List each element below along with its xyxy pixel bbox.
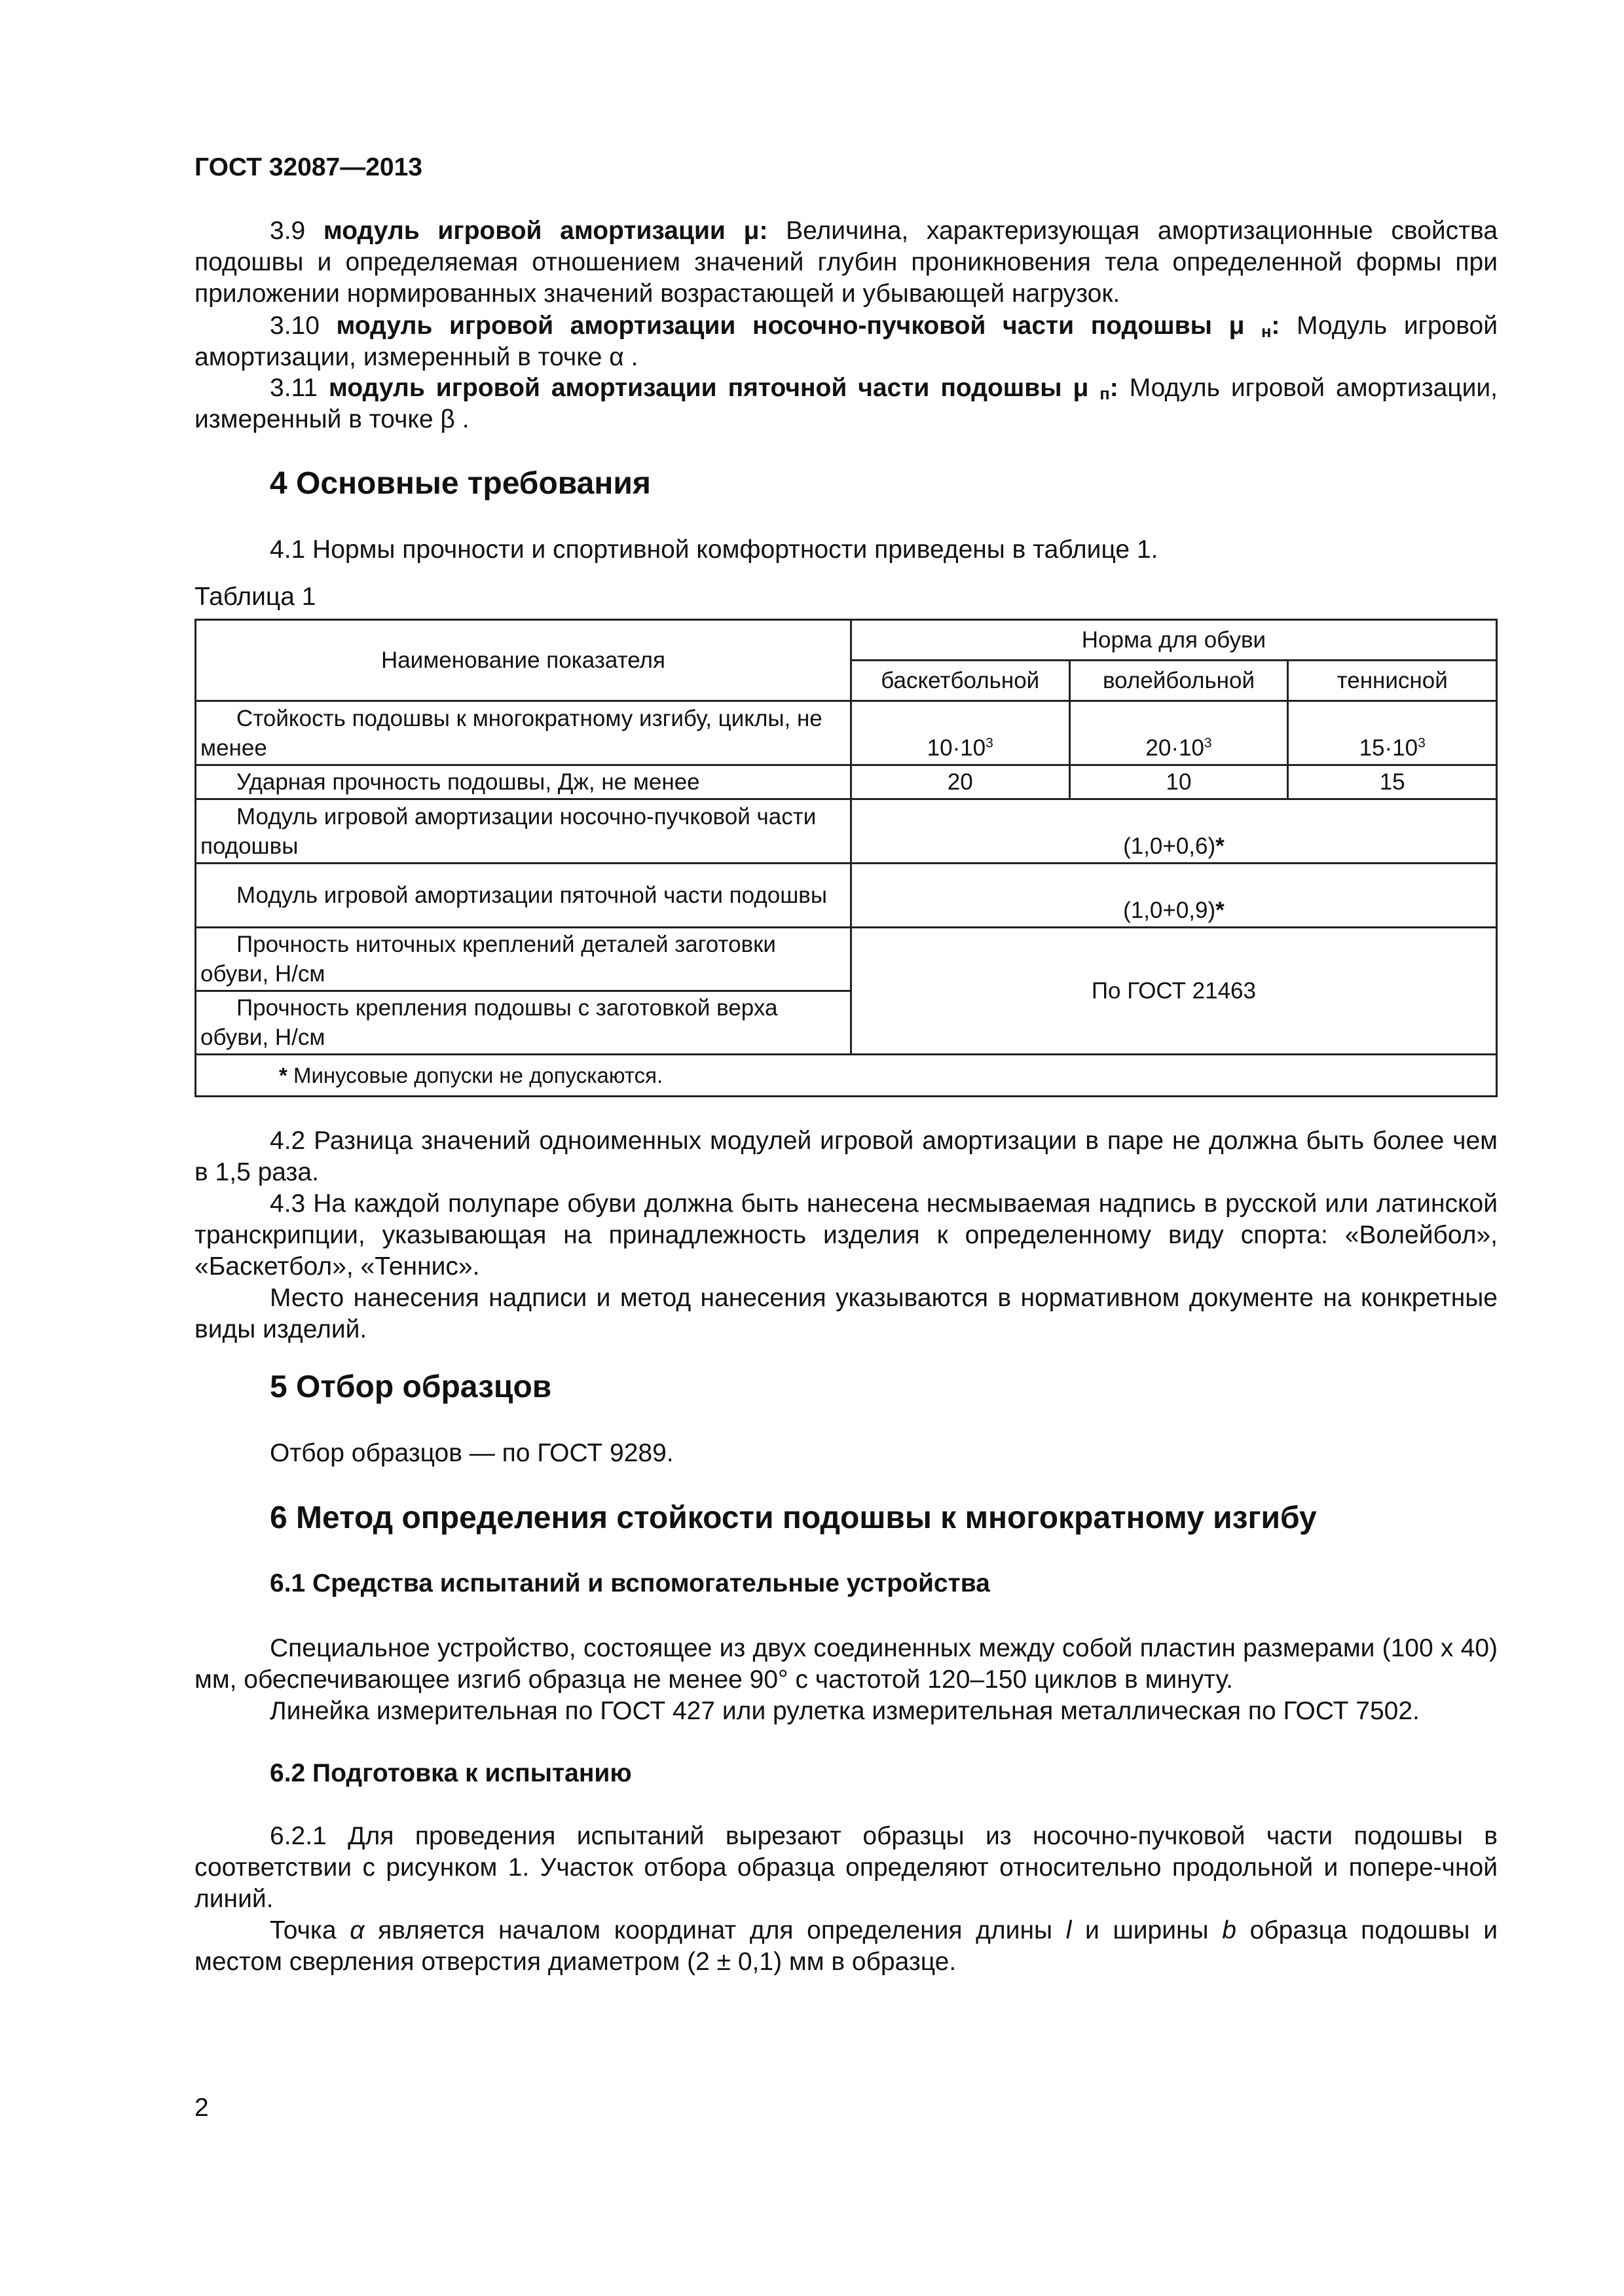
section-5-title: 5 Отбор образцов bbox=[270, 1370, 552, 1404]
table-caption: Таблица 1 bbox=[194, 583, 316, 611]
table-row bbox=[196, 701, 1497, 765]
def-term: модуль игровой амортизации пяточной части подошвы μ bbox=[329, 374, 1089, 402]
table-footnote-row bbox=[196, 1055, 1497, 1097]
section-6-title: 6 Метод определения стойкости подошвы к многократному изгибу bbox=[270, 1501, 1317, 1535]
paragraph-6-1-a: Специальное устройство, состоящее из двух соединенных между собой пластин размерами (100 х 40) мм, обеспечивающее изгиб образца не менее 90° с частотой 120–150 циклов в минуту. bbox=[194, 1634, 1498, 1694]
def-subscript: п bbox=[1099, 385, 1110, 404]
def-text: Модуль игровой амортизации, измеренный в точке β . bbox=[194, 374, 1498, 433]
paragraph-4-3: 4.3 На каждой полупаре обуви должна быть нанесена несмываемая надпись в русской или латинской транскрипции, указывающая на принадлежность изделия к определенному виду спорта: «Волейбол», «Баскетбол», «Теннис». bbox=[194, 1190, 1498, 1281]
paragraph-5: Отбор образцов — по ГОСТ 9289. bbox=[270, 1439, 674, 1467]
def-subscript: н bbox=[1261, 323, 1272, 342]
table-row bbox=[196, 864, 1497, 928]
header-name: Наименование показателя bbox=[196, 620, 851, 701]
row-name: Ударная прочность подошвы, Дж, не менее bbox=[196, 765, 851, 799]
def-term: модуль игровой амортизации μ: bbox=[323, 217, 768, 245]
row-name: Стойкость подошвы к многократному изгибу, циклы, не менее bbox=[196, 701, 851, 765]
table-row bbox=[196, 928, 1497, 991]
row-value: 20 bbox=[851, 765, 1069, 799]
row-value: $20\cdot 10^3$ bbox=[1069, 701, 1288, 765]
paragraph-6-2-1-b: Точка α является началом координат для определения длины l и ширины b образца подошвы и местом сверления отверстия диаметром (2 ± 0,1) мм в образце. bbox=[194, 1916, 1498, 1976]
table-row bbox=[196, 799, 1497, 864]
definition-3-10 bbox=[194, 310, 1498, 373]
row-value: $10\cdot 10^3$ bbox=[851, 701, 1069, 765]
paragraph-4-3-b: Место нанесения надписи и метод нанесения указываются в нормативном документе на конкретные виды изделий. bbox=[194, 1284, 1498, 1343]
def-colon: : bbox=[1271, 312, 1280, 340]
def-num: 3.9 bbox=[270, 217, 306, 245]
def-text: Величина, характеризующая амортизационные свойства подошвы и определяемая отношением значений глубин проникновения тела определенной формы при приложении нормированных значений возрастающей и убывающей нагрузок. bbox=[194, 217, 1498, 308]
paragraph-4-2: 4.2 Разница значений одноименных модулей игровой амортизации в паре не должна быть более чем в 1,5 раза. bbox=[194, 1127, 1498, 1186]
paragraph-4-1: 4.1 Нормы прочности и спортивной комфортности приведены в таблице 1. bbox=[270, 536, 1158, 564]
def-num: 3.10 bbox=[270, 312, 320, 340]
definition-3-9 bbox=[194, 215, 1498, 310]
definition-3-11 bbox=[194, 373, 1498, 435]
def-num: 3.11 bbox=[270, 374, 318, 402]
row-name: Прочность крепления подошвы с заготовкой верха обуви, Н/см bbox=[196, 991, 851, 1055]
row-merged-value: (1,0+0,9)* bbox=[851, 864, 1496, 928]
section-4-title: 4 Основные требования bbox=[270, 466, 651, 501]
paragraph-6-2-1: 6.2.1 Для проведения испытаний вырезают образцы из носочно-пучковой части подошвы в соответствии с рисунком 1. Участок отбора образца определяют относительно продольной и попере-чной линий. bbox=[194, 1822, 1498, 1913]
paragraph-6-1-b: Линейка измерительная по ГОСТ 427 или рулетка измерительная металлическая по ГОСТ 7502. bbox=[270, 1697, 1420, 1725]
def-term: модуль игровой амортизации носочно-пучковой части подошвы μ bbox=[336, 312, 1245, 340]
row-value: 15 bbox=[1288, 765, 1497, 799]
doc-header: ГОСТ 32087—2013 bbox=[194, 153, 422, 181]
table-footnote: * Минусовые допуски не допускаются. bbox=[196, 1055, 1497, 1097]
header-col: баскетбольной bbox=[851, 661, 1069, 701]
row-merged-value: (1,0+0,6)* bbox=[851, 799, 1496, 864]
row-value: $15\cdot 10^3$ bbox=[1288, 701, 1497, 765]
row-name: Модуль игровой амортизации носочно-пучковой части подошвы bbox=[196, 799, 851, 864]
subsection-6-2-title: 6.2 Подготовка к испытанию bbox=[270, 1759, 632, 1787]
row-merged-gost: По ГОСТ 21463 bbox=[851, 928, 1496, 1055]
table-header-row bbox=[196, 620, 1497, 661]
row-name: Модуль игровой амортизации пяточной части подошвы bbox=[196, 864, 851, 928]
table-1 bbox=[194, 619, 1498, 1097]
table-row bbox=[196, 765, 1497, 799]
document-page bbox=[194, 0, 1498, 2296]
def-text: Модуль игровой амортизации, измеренный в точке α . bbox=[194, 312, 1498, 371]
page-number: 2 bbox=[194, 2094, 209, 2122]
def-colon: : bbox=[1109, 374, 1118, 402]
subsection-6-1-title: 6.1 Средства испытаний и вспомогательные устройства bbox=[270, 1569, 990, 1597]
header-group: Норма для обуви bbox=[851, 620, 1496, 661]
header-col: волейбольной bbox=[1069, 661, 1288, 701]
row-value: 10 bbox=[1069, 765, 1288, 799]
row-name: Прочность ниточных креплений деталей заготовки обуви, Н/см bbox=[196, 928, 851, 991]
header-col: теннисной bbox=[1288, 661, 1497, 701]
